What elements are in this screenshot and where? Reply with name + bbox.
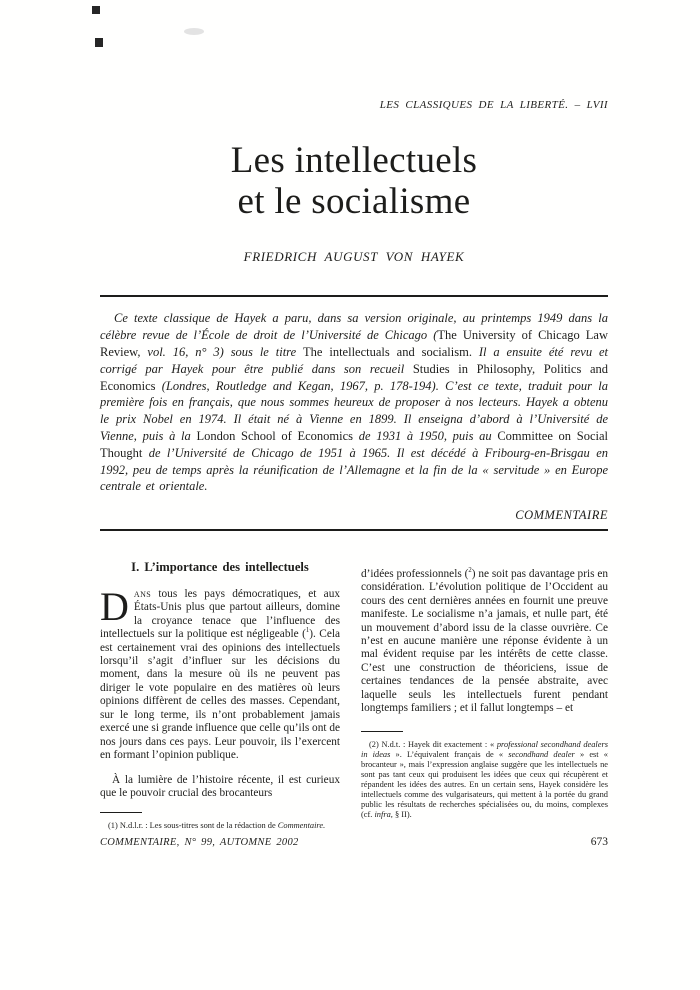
paragraph-text: ans tous les pays démocratiques, et aux États-Unis plus que partout ailleurs, domine la croyance tenace que l’influence des intellectuels sur la politique est négligeable ($^1$). Cela est certainement vrai des opinions des intellectuels lorsqu’il s’agit d’influer sur les décisions du moment, dans la mesure où ils ne peuvent pas diriger le vote populaire en des matières où leurs opinions diffèrent de celles des masses. Cependant, sur le long terme, ils n’ont probablement jamais exercé une si grande influence que celle qu’ils ont de nos jours dans ces pays. Leur pouvoir, ils l’exercent en formant l’opinion publique. [100,588,340,761]
body-paragraph: À la lumière de l’histoire récente, il est curieux que le pouvoir crucial des brocanteurs [100,773,340,800]
section-heading: I. L’importance des intellectuels [131,559,309,574]
horizontal-rule-bottom [100,529,608,531]
footnote-1: (1) N.d.l.r. : Les sous-titres sont de la rédaction de Commentaire. [108,820,326,830]
scan-artifact [95,38,103,47]
article-body [100,557,608,839]
left-column [100,557,340,839]
body-paragraph: d’idées professionnels ($^2$) ne soit pas davantage pris en considération. L’évolution politique de l’Occident au cours des cent dernières années en fournit une preuve manifeste. Le socialisme n’a jamais, et nulle part, été un mouvement d’abord issu de la classe ouvrière. Ce n’est en aucune manière une réponse évidente à un mal évident requise par les intérêts de cette classe. C’est une construction de théoriciens, issue de certaines tendances de la pensée abstraite, avec laquelle seuls les intellectuels furent pendant longtemps familiers ; et il fallut longtemps – et [361,567,608,714]
right-column [361,557,608,839]
article-title [100,141,608,222]
author-name: FRIEDRICH AUGUST VON HAYEK [243,249,465,265]
editorial-signature: COMMENTAIRE [515,507,608,522]
journal-issue-line: COMMENTAIRE, N° 99, AUTOMNE 2002 [100,837,299,848]
article-title-line2: et le socialisme [237,180,471,222]
article-title-line1: Les intellectuels [230,140,478,181]
page-content [100,0,608,839]
page-footer [100,836,608,848]
horizontal-rule-top [100,295,608,297]
footnote-rule [100,812,142,813]
scan-artifact [92,6,100,14]
dropcap-letter: D [100,584,129,630]
scan-smudge [184,28,204,35]
footnote-2: (2) N.d.t. : Hayek dit exactement : « professional secondhand dealers in ideas ». L’équivalent français de « secondhand dealer » est « brocanteur », mais l’expression anglaise suggère que les intellectuels ne sont pas tant ceux qui produisent les idées que ceux qui récupèrent et répandent les idées des autres. En un certain sens, Hayek considère les intellectuels comme des vulgarisateurs, qui mettent à la portée du grand public les résultats de recherches spécialisées ou, du moins, complexes (cf. infra, § II). [361,740,608,820]
series-header: LES CLASSIQUES DE LA LIBERTÉ. – LVII [379,99,608,111]
footnote-rule [361,731,403,732]
body-paragraph [100,584,340,762]
editorial-introduction: Ce texte classique de Hayek a paru, dans sa version originale, au printemps 1949 dans la célèbre revue de l’École de droit de l’Université de Chicago (The University of Chicago Law Review, vol. 16, n° 3) sous le titre The intellectuals and socialism. Il a ensuite été revu et corrigé par Hayek pour être publié dans son recueil Studies in Philosophy, Politics and Economics (Londres, Routledge and Kegan, 1967, p. 178-194). C’est ce texte, traduit pour la première fois en français, que nous sommes heureux de proposer à nos lecteurs. Hayek a obtenu le prix Nobel en 1974. Il était né à Vienne en 1899. Il enseigna d’abord à l’Université de Vienne, puis à la London School of Economics de 1931 à 1950, puis au Committee on Social Thought de l’Université de Chicago de 1951 à 1965. Il est décédé à Fribourg-en-Brisgau en 1992, peu de temps après la réunification de l’Allemagne et la fin de la « servitude » en Europe centrale et orientale. [100,311,608,494]
page-number: 673 [590,836,608,848]
